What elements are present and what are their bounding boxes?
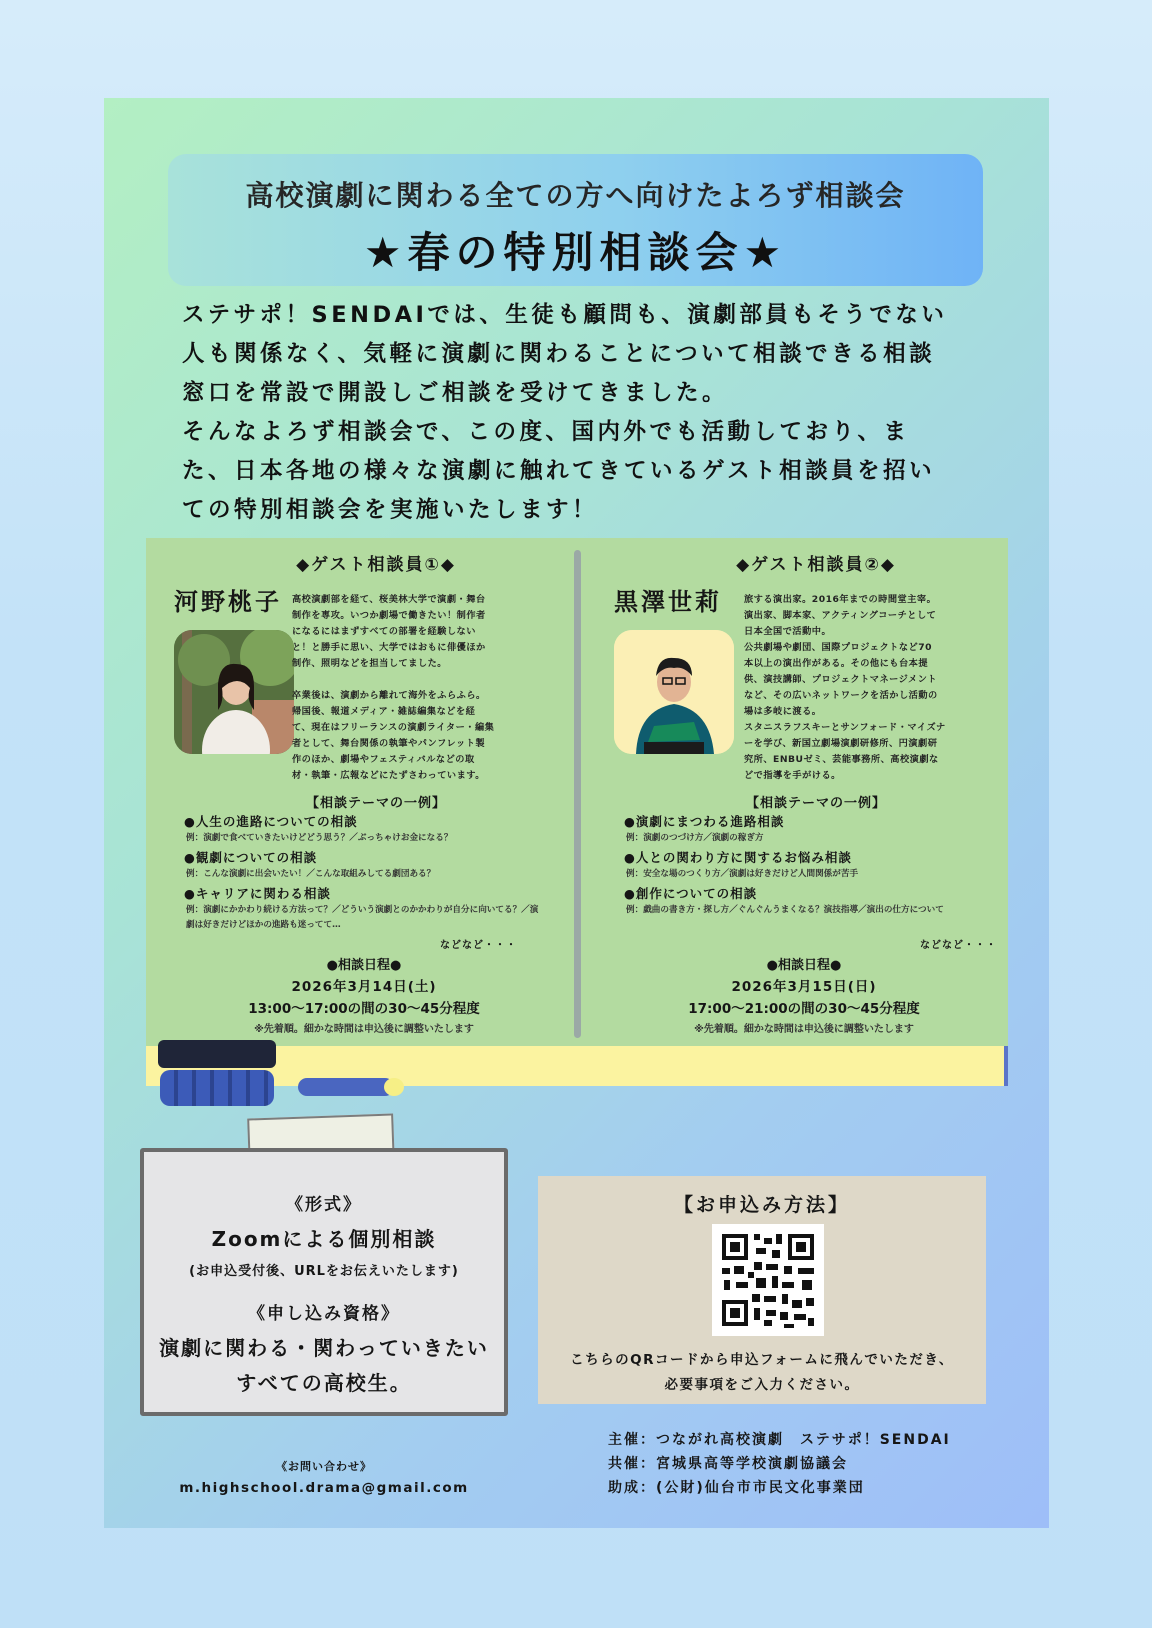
bio-line: 高校演劇部を経て、桜美林大学で演劇・舞台 [292,594,486,605]
eligibility-line: すべての高校生。 [236,1371,412,1395]
topic-item [184,884,544,933]
schedule-date: 2026年3月15日(日) [731,979,877,995]
pen-illustration [298,1078,394,1096]
application-text-line: 必要事項をご入力ください。 [664,1377,860,1393]
intro-line: ステサポ！SENDAIでは、生徒も顧問も、演劇部員もそうでない [182,302,948,328]
topic-title: ●人生の進路についての相談 [184,814,358,829]
topic-example: 例：演劇にかかわり続ける方法って？／どういう演劇とのかかわりが自分に向いてる？／演劇は好きだけどほかの進路も迷ってて… [186,905,539,930]
schedule-time: 17:00～21:00の間の30～45分程度 [688,1001,920,1017]
topic-list [184,812,544,935]
guest-heading: ◆ゲスト相談員②◆ [736,555,896,575]
topic-list [624,812,984,920]
qr-code-icon[interactable] [712,1224,824,1336]
flyer [104,98,1049,1528]
application-title: 【お申込み方法】 [673,1194,850,1216]
topic-title: ●キャリアに関わる相談 [184,886,331,901]
pen-tip [384,1078,404,1096]
bio-line: 帰国後、報道メディア・雑誌編集などを経 [292,706,476,717]
person-portrait-icon [614,630,734,754]
bio-line: 本以上の演出作がある。その他にも台本提 [744,658,929,669]
contact-email-link[interactable]: m.highschool.drama@gmail.com [179,1480,469,1496]
guest-card-1 [166,538,586,1038]
topic-item [624,884,984,918]
organizers [608,1428,951,1500]
book-top [158,1040,276,1068]
topic-example: 例：戯曲の書き方・探し方／ぐんぐんうまくなる？演技指導／演出の仕方について [626,905,944,915]
person-portrait-icon [174,630,294,754]
format-value: Zoomによる個別相談 [211,1227,437,1251]
guest-section [146,538,1008,1086]
bio-line: 制作を専攻。いつか劇場で働きたい！制作者 [292,610,486,621]
bio-line: と！と勝手に思い、大学ではおもに俳優ほか [292,642,486,653]
format-note: (お申込受付後、URLをお伝えいたします) [189,1264,459,1279]
title-banner [168,154,983,286]
guest-photo [174,630,294,754]
eligibility-heading: 《申し込み資格》 [248,1304,400,1324]
schedule-title: ●相談日程● [766,958,842,973]
organizer-host: 主催：つながれ高校演劇 ステサポ！SENDAI [608,1432,951,1448]
intro-line: 窓口を常設で開設しご相談を受けてきました。 [182,380,729,406]
theme-heading: 【相談テーマの一例】 [305,796,446,811]
application-card [538,1176,986,1404]
topic-item [624,848,984,882]
bio-line: 者として、舞台関係の執筆やパンフレット製 [292,738,486,749]
format-card [140,1148,508,1416]
guest-name: 黒澤世莉 [614,588,722,616]
schedule-title: ●相談日程● [326,958,402,973]
books-illustration [158,1040,276,1102]
event-subtitle: 高校演劇に関わる全ての方へ向けたよろず相談会 [245,179,906,212]
guest-bio [292,592,520,784]
topic-example: 例：こんな演劇に出会いたい！／こんな取組みしてる劇団ある？ [186,869,436,879]
format-heading: 《形式》 [286,1195,362,1215]
eligibility-line: 演劇に関わる・関わっていきたい [159,1336,489,1360]
schedule [166,956,562,1040]
topic-item [624,812,984,846]
organizer-cohost: 共催：宮城県高等学校演劇協議会 [608,1456,848,1472]
topic-title: ●創作についての相談 [624,886,758,901]
guest-name: 河野桃子 [174,588,282,616]
bio-line: など、その広いネットワークを活かし活動の [744,690,938,701]
topic-title: ●観劇についての相談 [184,850,318,865]
schedule-note: ※先着順。細かな時間は申込後に調整いたします [694,1024,914,1035]
bio-line: て、現在はフリーランスの演劇ライター・編集 [292,722,495,733]
guest-photo [614,630,734,754]
bio-line [292,672,520,688]
intro-line: そんなよろず相談会で、この度、国内外でも活動しており、ま [182,419,910,445]
bio-line: 場は多岐に渡る。 [744,706,822,717]
bio-line: 日本全国で活動中。 [744,626,832,637]
bio-line: 演出家、脚本家、アクティングコーチとして [744,610,937,621]
topic-example: 例：演劇で食べていきたいけどどう思う？／ぶっちゃけお金になる？ [186,833,453,843]
etc-text: などなど・・・ [440,940,517,951]
topic-item [184,812,544,846]
schedule-note: ※先着順。細かな時間は申込後に調整いたします [254,1024,474,1035]
application-text [538,1348,986,1398]
bio-line: 材・執筆・広報などにたずさわっています。 [292,770,485,781]
bio-line: になるにはまずすべての部署を経験しない [292,626,476,637]
intro-text [182,296,982,530]
application-text-line: こちらのQRコードから申込フォームに飛んでいただき、 [570,1352,954,1368]
bio-line: 卒業後は、演劇から離れて海外をふらふら。 [292,690,486,701]
etc-text: などなど・・・ [920,940,997,951]
intro-line: た、日本各地の様々な演劇に触れてきているゲスト相談員を招い [182,458,936,484]
bio-line: 公共劇場や劇団、国際プロジェクトなど70 [744,642,932,653]
schedule-date: 2026年3月14日(土) [291,979,437,995]
guest-card-2 [606,538,1026,1038]
topic-title: ●演劇にまつわる進路相談 [624,814,785,829]
bio-line: 旅する演出家。2016年までの時間堂主宰。 [744,594,937,605]
deco-stripe [1004,1046,1008,1086]
schedule [606,956,1002,1040]
bio-line: 制作、照明などを担当してました。 [292,658,447,669]
topic-example: 例：演劇のつづけ方／演劇の稼ぎ方 [626,833,764,843]
topic-title: ●人との関わり方に関するお悩み相談 [624,850,852,865]
organizer-support: 助成：(公財)仙台市市民文化事業団 [608,1480,865,1496]
guest-heading: ◆ゲスト相談員①◆ [296,555,456,575]
book-bottom [160,1070,274,1106]
contact-heading: 《お問い合わせ》 [276,1460,372,1473]
bio-line: 作のほか、劇場やフェスティバルなどの取 [292,754,475,765]
guest-bio [744,592,972,784]
qr-code-graphic [712,1224,824,1336]
bio-line: 供、演技講師、プロジェクトマネージメント [744,674,938,685]
theme-heading: 【相談テーマの一例】 [745,796,886,811]
bio-line: スタニスラフスキーとサンフォード・マイズナ [744,722,946,733]
bio-line: 究所、ENBUゼミ、芸能事務所、高校演劇な [744,754,939,765]
bio-line: どで指導を手がける。 [744,770,841,781]
event-title: ★春の特別相談会★ [363,228,788,277]
topic-item [184,848,544,882]
bio-line: ーを学び、新国立劇場演劇研修所、円演劇研 [744,738,938,749]
schedule-time: 13:00～17:00の間の30～45分程度 [248,1001,480,1017]
topic-example: 例：安全な場のつくり方／演劇は好きだけど人間関係が苦手 [626,869,859,879]
contact-block [140,1458,508,1496]
intro-line: ての特別相談会を実施いたします！ [182,497,599,523]
intro-line: 人も関係なく、気軽に演劇に関わることについて相談できる相談 [182,341,936,367]
